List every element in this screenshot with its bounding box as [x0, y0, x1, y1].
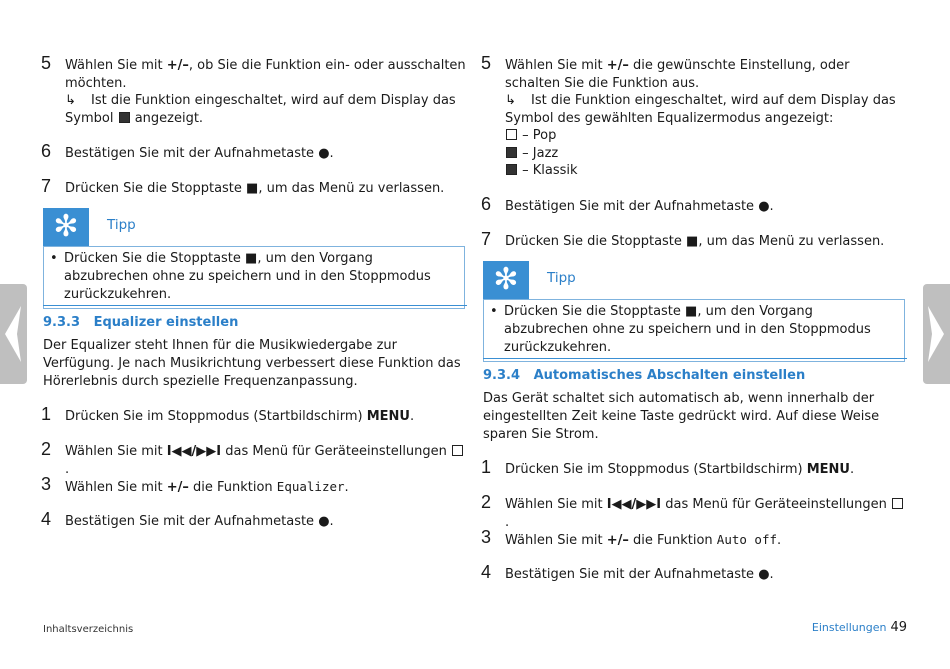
step-text: Bestätigen Sie mit der Aufnahmetaste [65, 146, 319, 161]
step-text: . [409, 409, 415, 424]
step-text: Wählen Sie mit [505, 58, 607, 73]
step-number: 5 [41, 53, 52, 73]
tip-text-part: Drücken Sie die Stopptaste [64, 251, 246, 266]
step-2-left [41, 439, 467, 478]
stop-key: ■ [685, 304, 698, 319]
step-text: . [65, 461, 70, 477]
plus-minus-key: +/– [606, 533, 629, 548]
step-text: die Funktion [628, 533, 717, 548]
step-7-left [41, 176, 467, 198]
result-arrow-icon: ↳ [65, 93, 76, 108]
stop-key: ■ [245, 251, 258, 266]
step-text: Drücken Sie im Stoppmodus (Startbildschirm) [65, 409, 367, 424]
footer-section-link[interactable]: Einstellungen [811, 621, 887, 634]
bullet: • [50, 251, 58, 266]
record-key: ● [758, 567, 770, 582]
step-number: 7 [481, 229, 492, 249]
step-text: Drücken Sie die Stopptaste [65, 181, 247, 196]
step-number: 4 [481, 562, 492, 582]
eq-classic-icon [506, 164, 517, 175]
asterisk-icon: ✻ [483, 261, 529, 299]
result-text: Ist die Funktion eingeschaltet, wird auf dem Display das Symbol [65, 93, 456, 126]
record-key: ● [318, 146, 330, 161]
result-arrow-icon: ↳ [505, 93, 516, 108]
settings-icon [452, 445, 463, 456]
settings-icon [892, 498, 903, 509]
tip-box [483, 299, 905, 362]
step-text: , um das Menü zu verlassen. [698, 234, 885, 249]
step-text: Drücken Sie die Stopptaste [505, 234, 687, 249]
bullet: • [490, 304, 498, 319]
step-result [65, 92, 467, 127]
step-6-left [41, 141, 467, 163]
step-text: . [505, 514, 510, 530]
tip-header [483, 261, 907, 299]
step-text: , um das Menü zu verlassen. [258, 181, 445, 196]
step-text: Wählen Sie mit [65, 480, 167, 495]
plus-minus-key: +/– [606, 58, 629, 73]
step-7-right [481, 229, 907, 251]
step-4-left [41, 509, 467, 531]
step-text: Wählen Sie mit [505, 533, 607, 548]
step-text: Wählen Sie mit [65, 444, 167, 459]
menu-key: MENU [366, 409, 410, 424]
step-number: 3 [481, 527, 492, 547]
step-text: Bestätigen Sie mit der Aufnahmetaste [65, 514, 319, 529]
step-number: 7 [41, 176, 52, 196]
function-name: Auto off [716, 532, 778, 547]
result-text: angezeigt. [130, 110, 204, 126]
tip-text [504, 303, 894, 357]
step-number: 5 [481, 53, 492, 73]
section-number: 9.3.4 [483, 368, 521, 383]
step-number: 1 [41, 404, 52, 424]
step-text: das Menü für Geräteeinstellungen [661, 497, 892, 512]
step-text: Bestätigen Sie mit der Aufnahmetaste [505, 567, 759, 582]
step-1-right [481, 457, 907, 479]
eq-jazz-icon [506, 147, 517, 158]
intro-paragraph: Das Gerät schaltet sich automatisch ab, wenn innerhalb der eingestellten Zeit keine Taste gedrückt wird. Auf diese Weise sparen Sie Strom. [483, 391, 880, 442]
step-text: Drücken Sie im Stoppmodus (Startbildschirm) [505, 462, 807, 477]
tip-text [64, 250, 454, 304]
plus-minus-key: +/– [166, 58, 189, 73]
asterisk-icon: ✻ [43, 208, 89, 246]
section-heading [483, 358, 907, 383]
tip-header [43, 208, 467, 246]
step-4-right [481, 562, 907, 584]
step-6-right [481, 194, 907, 216]
tip-title: Tipp [107, 217, 136, 233]
tip-text-part: Drücken Sie die Stopptaste [504, 304, 686, 319]
eq-mode-label: – Klassik [522, 163, 578, 178]
step-text: . [344, 480, 349, 495]
step-number: 6 [481, 194, 492, 214]
step-text: die Funktion [188, 480, 277, 495]
section-number: 9.3.3 [43, 315, 81, 330]
chevron-right-icon [926, 304, 946, 364]
footer-right [812, 620, 907, 635]
function-name: Equalizer [276, 479, 345, 494]
step-1-left [41, 404, 467, 426]
step-number: 2 [41, 439, 52, 459]
skip-keys: I◀◀/▶▶I [606, 497, 662, 512]
next-page-tab[interactable] [923, 284, 950, 384]
record-key: ● [318, 514, 330, 529]
tip-box [43, 246, 465, 309]
intro-paragraph: Der Equalizer steht Ihnen für die Musikwiedergabe zur Verfügung. Je nach Musikrichtung verbessert diese Funktion das Hörerlebnis durch spezielle Frequenzanpassung. [43, 338, 461, 389]
step-text: . [769, 567, 774, 582]
eq-mode-pop [505, 127, 907, 145]
step-number: 4 [41, 509, 52, 529]
eq-mode-classic [505, 162, 907, 180]
function-symbol-icon [119, 112, 130, 123]
eq-pop-icon [506, 129, 517, 140]
footer-toc-link[interactable]: Inhaltsverzeichnis [43, 624, 134, 635]
page-number: 49 [890, 620, 907, 635]
step-result [505, 92, 907, 127]
step-text: . [849, 462, 855, 477]
step-number: 3 [41, 474, 52, 494]
step-text: . [329, 514, 334, 529]
eq-mode-label: – Jazz [522, 145, 559, 161]
step-3-left [41, 474, 467, 497]
step-5-right [481, 53, 907, 180]
section-heading [43, 305, 467, 330]
tip-text-part: , um den Vorgang abzubrechen ohne zu speichern und in den Stoppmodus zurückzukehren. [504, 304, 871, 355]
step-number: 6 [41, 141, 52, 161]
plus-minus-key: +/– [166, 480, 189, 495]
stop-key: ■ [246, 181, 259, 196]
step-text: Wählen Sie mit [505, 497, 607, 512]
step-number: 2 [481, 492, 492, 512]
step-2-right [481, 492, 907, 531]
step-text: das Menü für Geräteeinstellungen [221, 444, 452, 459]
step-5-left [41, 53, 467, 127]
step-text: die gewünschte Einstellung, oder schalten Sie die Funktion aus. [505, 58, 850, 91]
skip-keys: I◀◀/▶▶I [166, 444, 222, 459]
step-3-right [481, 527, 907, 550]
step-text: Wählen Sie mit [65, 58, 167, 73]
tip-title: Tipp [547, 270, 576, 286]
menu-key: MENU [806, 462, 850, 477]
tip-text-part: , um den Vorgang abzubrechen ohne zu speichern und in den Stoppmodus zurückzukehren. [64, 251, 431, 302]
step-text: , ob Sie die Funktion ein- oder ausschalten möchten. [65, 58, 466, 91]
result-text: Ist die Funktion eingeschaltet, wird auf dem Display das Symbol des gewählten Equalizermodus angezeigt: [505, 93, 896, 126]
section-title: Automatisches Abschalten einstellen [533, 368, 806, 383]
previous-page-tab[interactable] [0, 284, 27, 384]
step-text: . [777, 533, 782, 548]
step-text: . [329, 146, 334, 161]
record-key: ● [758, 199, 770, 214]
eq-mode-jazz [505, 145, 907, 163]
stop-key: ■ [686, 234, 699, 249]
step-text: Bestätigen Sie mit der Aufnahmetaste [505, 199, 759, 214]
section-title: Equalizer einstellen [93, 315, 239, 330]
step-text: . [769, 199, 774, 214]
chevron-left-icon [3, 304, 23, 364]
eq-mode-label: – Pop [522, 128, 557, 143]
step-number: 1 [481, 457, 492, 477]
